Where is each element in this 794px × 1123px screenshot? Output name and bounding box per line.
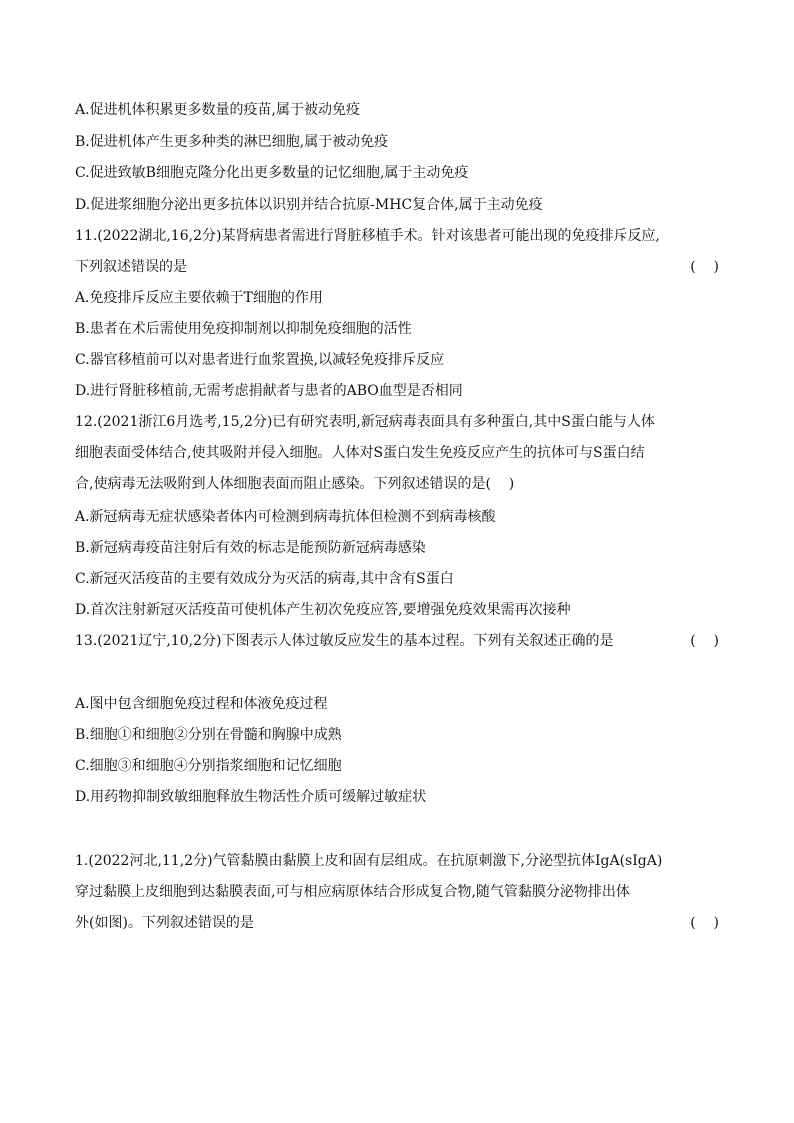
option-d: D.首次注射新冠灭活疫苗可使机体产生初次免疫应答,要增强免疫效果需再次接种: [75, 602, 571, 618]
option-d: D.进行肾脏移植前,无需考虑捐献者与患者的ABO血型是否相同: [75, 383, 463, 399]
question-12-stem-line2: 细胞表面受体结合,使其吸附并侵入细胞。人体对S蛋白发生免疫反应产生的抗体可与S蛋白结: [75, 445, 645, 461]
option-a: A.图中包含细胞免疫过程和体液免疫过程: [75, 696, 328, 712]
option-c: C.新冠灭活疫苗的主要有效成分为灭活的病毒,其中含有S蛋白: [75, 571, 454, 587]
option-a: A.促进机体积累更多数量的疫苗,属于被动免疫: [75, 102, 361, 118]
question-1-stem-text: 外(如图)。下列叙述错误的是: [75, 915, 254, 931]
option-c: C.促进致敏B细胞克隆分化出更多数量的记忆细胞,属于主动免疫: [75, 165, 469, 181]
option-a: A.新冠病毒无症状感染者体内可检测到病毒抗体但检测不到病毒核酸: [75, 509, 496, 525]
question-11-stem: 11.(2022湖北,16,2分)某肾病患者需进行肾脏移植手术。针对该患者可能出现的免疫排斥反应,: [75, 228, 660, 244]
option-a: A.免疫排斥反应主要依赖于T细胞的作用: [75, 290, 323, 306]
question-13-stem: [75, 631, 725, 651]
question-1-stem-line2: 穿过黏膜上皮细胞到达黏膜表面,可与相应病原体结合形成复合物,随气管黏膜分泌物排出体: [75, 884, 630, 900]
option-b: B.细胞①和细胞②分别在骨髓和胸腺中成熟: [75, 727, 342, 743]
option-c: C.细胞③和细胞④分别指浆细胞和记忆细胞: [75, 758, 342, 774]
option-c: C.器官移植前可以对患者进行血浆置换,以减轻免疫排斥反应: [75, 352, 445, 368]
option-b: B.患者在术后需使用免疫抑制剂以抑制免疫细胞的活性: [75, 321, 412, 337]
question-13-stem-text: 13.(2021辽宁,10,2分)下图表示人体过敏反应发生的基本过程。下列有关叙述正确的是: [75, 633, 614, 649]
answer-bracket: ( ): [690, 633, 719, 649]
answer-bracket: ( ): [485, 476, 515, 492]
question-11-stem-text: 下列叙述错误的是: [75, 259, 187, 275]
question-11-stem-line2: [75, 257, 725, 277]
option-b: B.促进机体产生更多种类的淋巴细胞,属于被动免疫: [75, 134, 389, 150]
question-1-stem: 1.(2022河北,11,2分)气管黏膜由黏膜上皮和固有层组成。在抗原刺激下,分泌型抗体IgA(sIgA): [75, 853, 663, 869]
option-b: B.新冠病毒疫苗注射后有效的标志是能预防新冠病毒感染: [75, 540, 426, 556]
option-d: D.促进浆细胞分泌出更多抗体以识别并结合抗原-MHC复合体,属于主动免疫: [75, 197, 543, 213]
question-12-stem-line3: [75, 474, 725, 494]
question-12-stem-text: 合,使病毒无法吸附到人体细胞表面而阻止感染。下列叙述错误的是: [75, 476, 486, 492]
question-12-stem: 12.(2021浙江6月选考,15,2分)已有研究表明,新冠病毒表面具有多种蛋白,其中S蛋白能与人体: [75, 414, 655, 430]
option-d: D.用药物抑制致敏细胞释放生物活性介质可缓解过敏症状: [75, 789, 427, 805]
question-1-stem-line3: [75, 913, 725, 933]
answer-bracket: ( ): [690, 915, 719, 931]
answer-bracket: ( ): [690, 259, 719, 275]
